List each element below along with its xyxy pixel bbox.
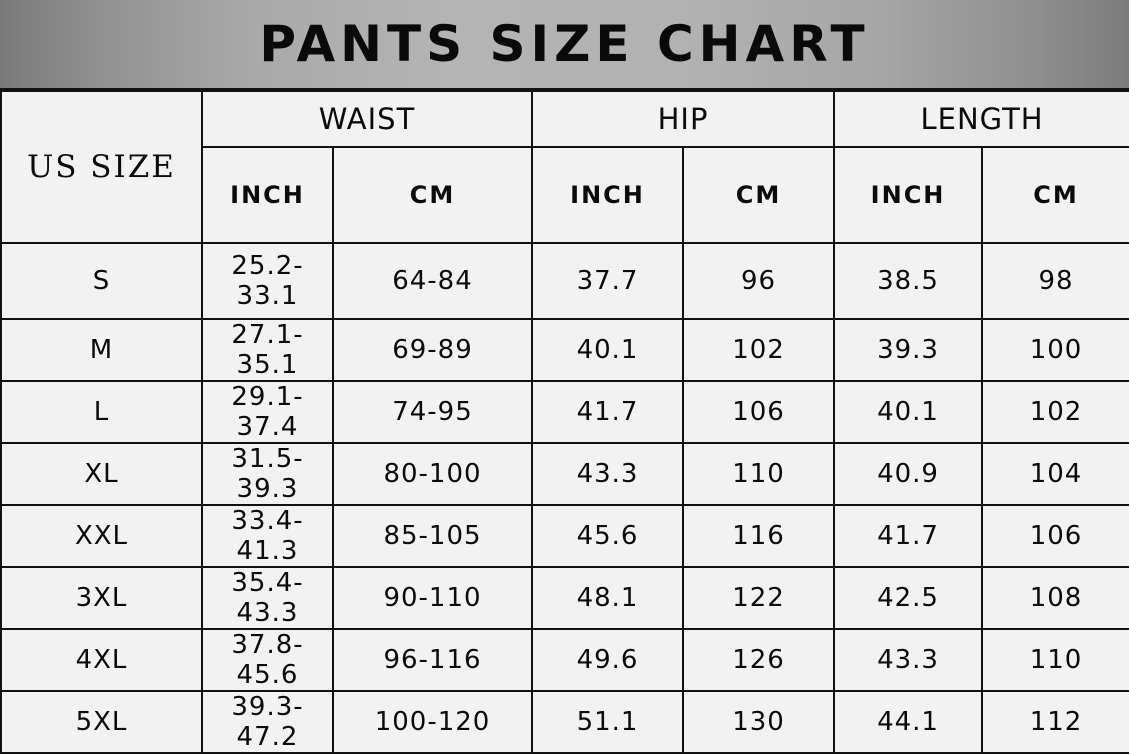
header-unit-length-inch: INCH: [834, 147, 982, 243]
cell-length-cm: 110: [982, 629, 1129, 691]
cell-waist-cm: 90-110: [333, 567, 532, 629]
header-group-hip: HIP: [532, 91, 834, 147]
cell-waist-inch: 25.2-33.1: [202, 243, 333, 319]
cell-hip-cm: 110: [683, 443, 834, 505]
cell-length-inch: 43.3: [834, 629, 982, 691]
cell-length-cm: 106: [982, 505, 1129, 567]
page-title: PANTS SIZE CHART: [259, 15, 870, 73]
cell-size: 3XL: [1, 567, 202, 629]
cell-length-inch: 44.1: [834, 691, 982, 753]
cell-hip-cm: 130: [683, 691, 834, 753]
table-row: [1, 505, 1129, 567]
cell-size: 4XL: [1, 629, 202, 691]
cell-size: XXL: [1, 505, 202, 567]
cell-waist-inch: 31.5-39.3: [202, 443, 333, 505]
cell-hip-cm: 102: [683, 319, 834, 381]
cell-waist-inch: 35.4-43.3: [202, 567, 333, 629]
cell-hip-inch: 37.7: [532, 243, 683, 319]
cell-waist-inch: 29.1-37.4: [202, 381, 333, 443]
cell-hip-inch: 49.6: [532, 629, 683, 691]
cell-hip-cm: 96: [683, 243, 834, 319]
cell-size: M: [1, 319, 202, 381]
cell-hip-inch: 43.3: [532, 443, 683, 505]
cell-length-inch: 42.5: [834, 567, 982, 629]
cell-length-inch: 40.1: [834, 381, 982, 443]
cell-length-inch: 40.9: [834, 443, 982, 505]
cell-size: S: [1, 243, 202, 319]
chart-title-banner: [0, 0, 1129, 90]
table-header-groups: [1, 91, 1129, 147]
cell-hip-inch: 51.1: [532, 691, 683, 753]
cell-hip-inch: 45.6: [532, 505, 683, 567]
cell-waist-inch: 37.8-45.6: [202, 629, 333, 691]
cell-waist-cm: 80-100: [333, 443, 532, 505]
pants-size-table: [0, 90, 1129, 754]
table-row: [1, 691, 1129, 753]
cell-size: XL: [1, 443, 202, 505]
cell-hip-inch: 41.7: [532, 381, 683, 443]
cell-waist-cm: 74-95: [333, 381, 532, 443]
cell-waist-inch: 27.1-35.1: [202, 319, 333, 381]
cell-length-cm: 112: [982, 691, 1129, 753]
table-row: [1, 381, 1129, 443]
cell-size: 5XL: [1, 691, 202, 753]
cell-waist-cm: 64-84: [333, 243, 532, 319]
table-row: [1, 629, 1129, 691]
cell-hip-cm: 106: [683, 381, 834, 443]
header-unit-length-cm: CM: [982, 147, 1129, 243]
cell-waist-inch: 39.3-47.2: [202, 691, 333, 753]
cell-waist-cm: 69-89: [333, 319, 532, 381]
cell-hip-cm: 122: [683, 567, 834, 629]
cell-length-cm: 98: [982, 243, 1129, 319]
cell-hip-inch: 40.1: [532, 319, 683, 381]
cell-length-inch: 38.5: [834, 243, 982, 319]
cell-length-cm: 108: [982, 567, 1129, 629]
header-unit-waist-cm: CM: [333, 147, 532, 243]
header-unit-waist-inch: INCH: [202, 147, 333, 243]
cell-length-cm: 100: [982, 319, 1129, 381]
header-unit-hip-inch: INCH: [532, 147, 683, 243]
cell-length-inch: 39.3: [834, 319, 982, 381]
cell-length-inch: 41.7: [834, 505, 982, 567]
header-us-size: US SIZE: [1, 91, 202, 243]
cell-waist-inch: 33.4-41.3: [202, 505, 333, 567]
cell-size: L: [1, 381, 202, 443]
cell-hip-cm: 116: [683, 505, 834, 567]
table-row: [1, 443, 1129, 505]
header-unit-hip-cm: CM: [683, 147, 834, 243]
cell-waist-cm: 100-120: [333, 691, 532, 753]
table-row: [1, 243, 1129, 319]
cell-hip-inch: 48.1: [532, 567, 683, 629]
cell-waist-cm: 85-105: [333, 505, 532, 567]
header-group-waist: WAIST: [202, 91, 532, 147]
cell-waist-cm: 96-116: [333, 629, 532, 691]
table-row: [1, 319, 1129, 381]
table-row: [1, 567, 1129, 629]
cell-length-cm: 104: [982, 443, 1129, 505]
cell-length-cm: 102: [982, 381, 1129, 443]
cell-hip-cm: 126: [683, 629, 834, 691]
header-group-length: LENGTH: [834, 91, 1129, 147]
